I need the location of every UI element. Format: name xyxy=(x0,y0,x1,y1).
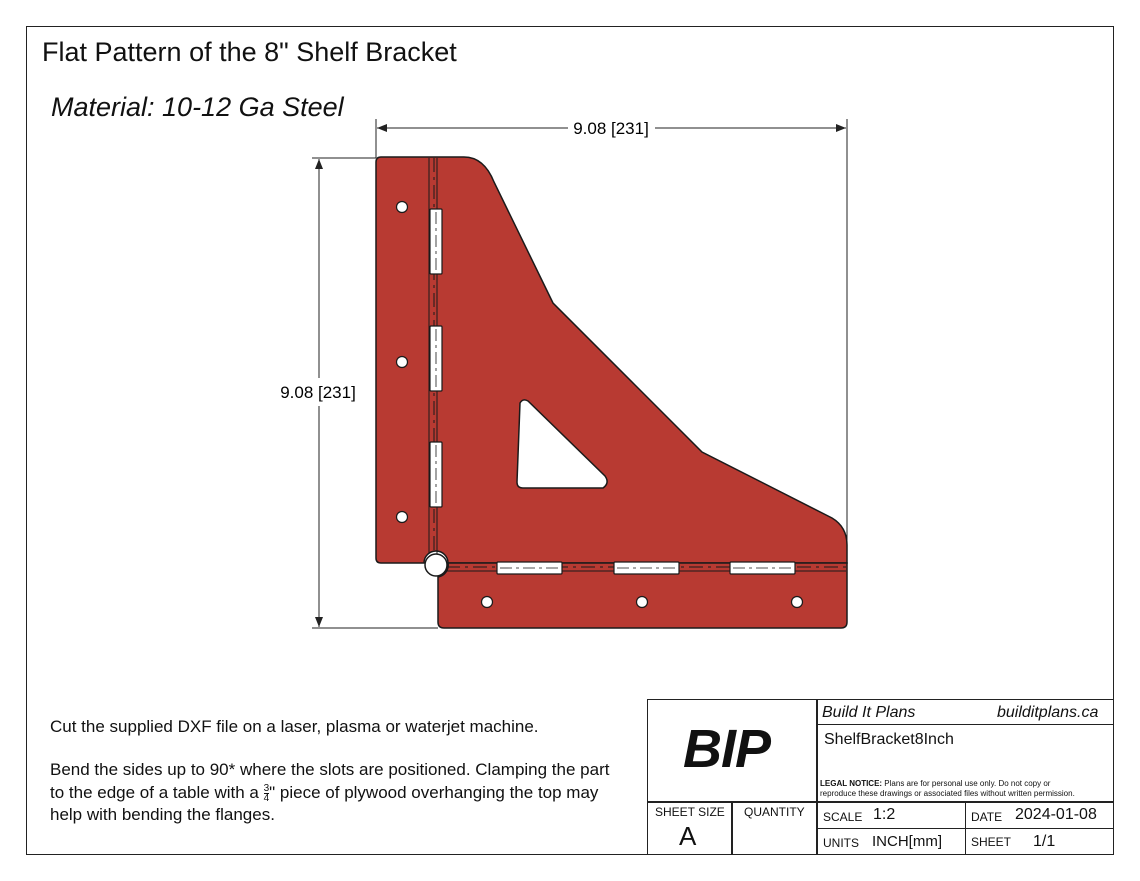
legal-notice-text: Plans are for personal use only. Do not copy or xyxy=(882,779,1051,788)
units-label: UNITS xyxy=(823,836,859,850)
note-bend-instructions: Bend the sides up to 90* where the slots are positioned. Clamping the part xyxy=(50,760,610,779)
company-name: Build It Plans xyxy=(822,704,916,721)
note-clamp-text-pre: to the edge of a table with a xyxy=(50,783,264,802)
company-website: builditplans.ca xyxy=(997,704,1099,721)
legal-notice-label: LEGAL NOTICE: xyxy=(820,779,883,788)
scale-value: 1:2 xyxy=(873,806,896,823)
title-block-divider-v3 xyxy=(965,801,966,855)
date-value: 2024-01-08 xyxy=(1015,806,1097,823)
corner-relief-hole xyxy=(425,554,447,576)
note-clamp-text-post: " piece of plywood overhanging the top may xyxy=(269,783,599,802)
horizontal-dimension-text: 9.08 [231] xyxy=(573,119,649,138)
title-block-divider-v1 xyxy=(816,699,818,855)
note-flange-instructions: help with bending the flanges. xyxy=(50,805,275,824)
fraction-numerator: 3 xyxy=(263,783,270,795)
drawing-title: Flat Pattern of the 8" Shelf Bracket xyxy=(42,37,457,67)
fraction-denominator: 4 xyxy=(263,793,270,805)
title-block-divider-h2 xyxy=(816,724,1114,725)
scale-label: SCALE xyxy=(823,810,863,824)
part-name: ShelfBracket8Inch xyxy=(824,731,954,748)
date-label: DATE xyxy=(971,810,1003,824)
bip-logo: BIP xyxy=(683,719,771,779)
legal-notice xyxy=(820,779,1110,799)
sheet-size-label: SHEET SIZE xyxy=(655,805,725,819)
material-label: Material: 10-12 Ga Steel xyxy=(51,92,344,122)
title-block-divider-v2 xyxy=(731,801,733,855)
sheet-size-value: A xyxy=(679,821,697,851)
sheet-label: SHEET xyxy=(971,835,1012,849)
sheet-value: 1/1 xyxy=(1033,833,1056,850)
note-clamp-instructions xyxy=(50,783,598,803)
legal-notice-text-2: reproduce these drawings or associated files without written permission. xyxy=(820,789,1075,798)
bracket-body xyxy=(376,157,847,563)
note-cut-instructions: Cut the supplied DXF file on a laser, plasma or waterjet machine. xyxy=(50,717,539,736)
units-value: INCH[mm] xyxy=(872,833,942,850)
vertical-dimension-text: 9.08 [231] xyxy=(280,383,356,402)
quantity-label: QUANTITY xyxy=(744,805,805,819)
